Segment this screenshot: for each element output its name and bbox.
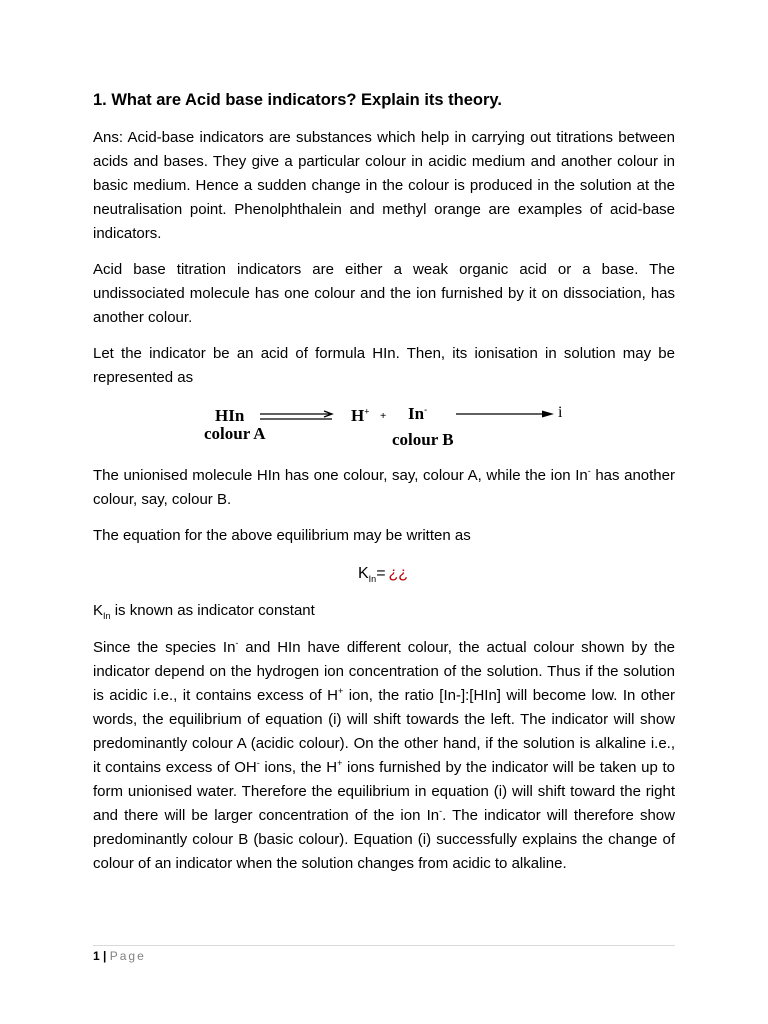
indicator-constant-line: $K_{In}$ is known as indicator constant <box>93 602 315 621</box>
plus-sign: + <box>380 410 387 422</box>
product-label: colour B <box>392 430 454 449</box>
question-heading: 1. What are Acid base indicators? Explain its theory. <box>93 91 502 109</box>
equilibrium-arrow-icon <box>258 410 338 424</box>
answer-paragraph-2: Acid base titration indicators are either a weak organic acid or a base. The undissociated molecule has one colour and the ion furnished by it on dissociation, has another colour. <box>93 261 675 326</box>
right-arrow-icon <box>454 408 556 420</box>
hydrogen-ion: H+ <box>351 406 370 425</box>
indicator-ion: In- <box>408 404 428 423</box>
page-label: Page <box>109 949 146 963</box>
reactant-hin: HIn <box>215 406 245 425</box>
page-number: 1 <box>93 949 100 963</box>
equation-number: i <box>558 404 563 421</box>
answer-paragraph-3: Let the indicator be an acid of formula HIn. Then, its ionisation in solution may be represented as <box>93 345 675 386</box>
footer-divider <box>93 945 675 946</box>
kin-equation: $K_{In}=$ ¿¿ <box>358 565 409 585</box>
answer-paragraph-4: The unionised molecule HIn has one colour, say, colour A, while the ion In- has another colour, say, colour B. <box>93 466 675 508</box>
broken-formula: ¿¿ <box>388 565 409 582</box>
footer-separator: | <box>103 949 107 963</box>
answer-paragraph-6: Since the species In- and HIn have different colour, the actual colour shown by the indicator depend on the hydrogen ion concentration of the solution. Thus if the solution is acidic i.e., it contains excess of H+ ion, the ratio [In-]:[HIn] will become low. In other words, the equilibrium of equation (i) will shift towards the left. The indicator will show predominantly colour A (acidic colour). On the other hand, if the solution is alkaline i.e., it contains excess of OH- ions, the H+ ions furnished by the indicator will be taken up to form unionised water. Therefore the equilibrium in equation (i) will shift toward the right and there will be larger concentration of the ion In-. The indicator will therefore show predominantly colour B (basic colour). Equation (i) successfully explains the change of colour of an indicator when the solution changes from acidic to alkaline. <box>93 638 676 872</box>
page-footer <box>93 948 146 964</box>
answer-paragraph-5: The equation for the above equilibrium may be written as <box>93 527 471 544</box>
answer-paragraph-1: Ans: Acid-base indicators are substances which help in carrying out titrations between acids and bases. They give a particular colour in acidic medium and another colour in basic medium. Hence a sudden change in the colour is produced in the solution at the neutralisation point. Phenolphthalein and methyl orange are examples of acid-base indicators. <box>93 129 675 242</box>
reactant-label: colour A <box>204 424 266 443</box>
